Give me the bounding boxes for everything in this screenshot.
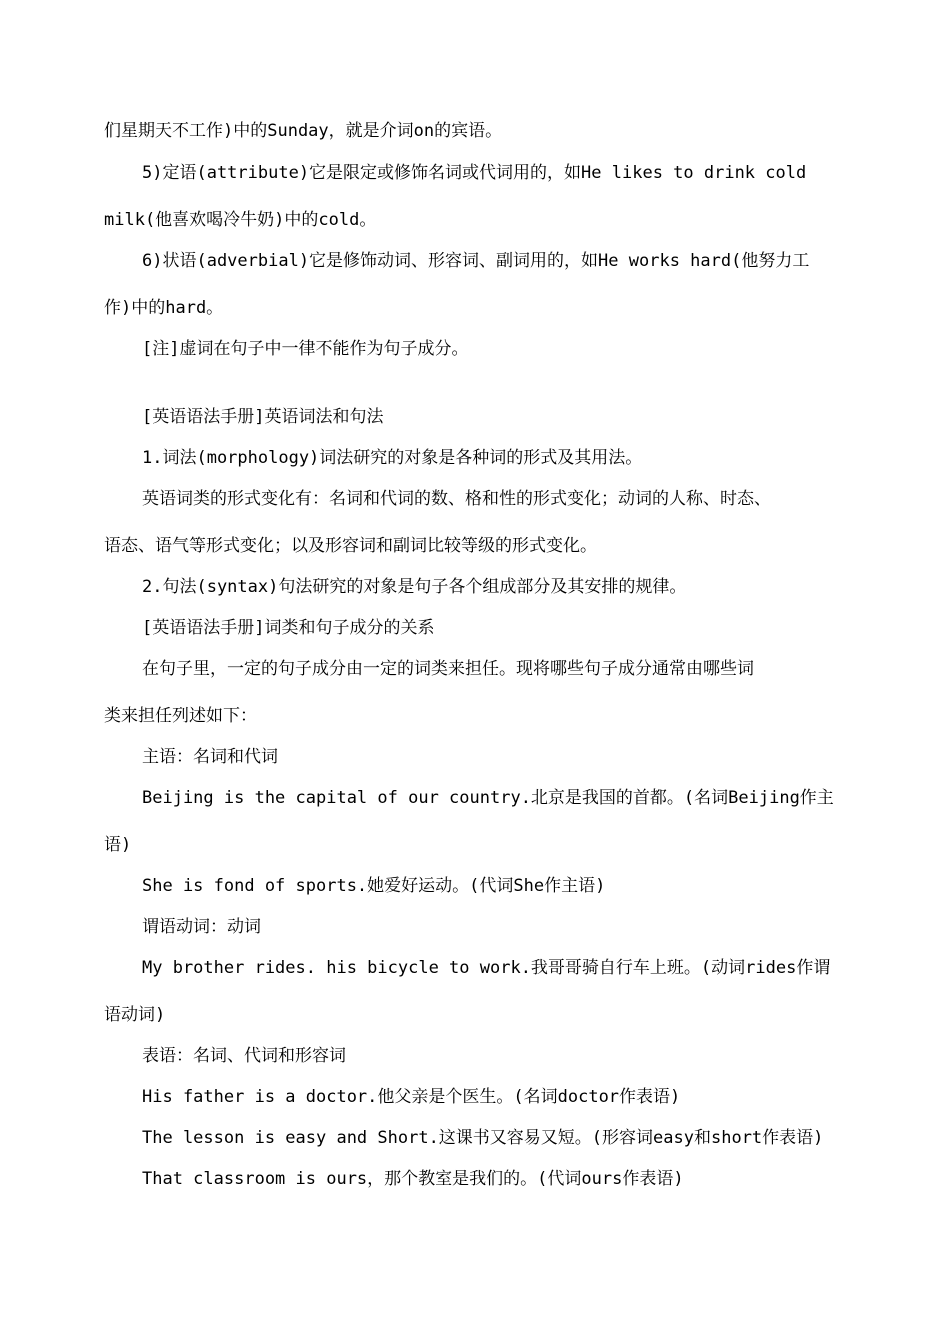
text-line: 语态、语气等形式变化；以及形容词和副词比较等级的形式变化。 <box>104 536 597 556</box>
text-line: 主语：名词和代词 <box>142 747 278 767</box>
text-line: 6)状语(adverbial)它是修饰动词、形容词、副词用的，如He works hard(他努力工 <box>142 251 810 271</box>
text-line: 1.词法(morphology)词法研究的对象是各种词的形式及其用法。 <box>142 448 643 468</box>
text-line: 在句子里，一定的句子成分由一定的词类来担任。现将哪些句子成分通常由哪些词 <box>142 659 754 679</box>
example-line: She is fond of sports.她爱好运动。(代词She作主语) <box>142 876 606 896</box>
example-line: His father is a doctor.他父亲是个医生。(名词doctor作表语) <box>142 1087 681 1107</box>
text-line: 表语：名词、代词和形容词 <box>142 1046 346 1066</box>
example-line: 语) <box>104 835 132 855</box>
example-line: 语动词) <box>104 1005 166 1025</box>
text-line: 们星期天不工作)中的Sunday，就是介词on的宾语。 <box>104 121 503 141</box>
text-line: 英语词类的形式变化有：名词和代词的数、格和性的形式变化；动词的人称、时态、 <box>142 489 771 509</box>
example-line: The lesson is easy and Short.这课书又容易又短。(形容词easy和short作表语) <box>142 1128 824 1148</box>
text-line: [注]虚词在句子中一律不能作为句子成分。 <box>142 339 469 359</box>
text-line: 5)定语(attribute)它是限定或修饰名词或代词用的，如He likes to drink cold <box>142 163 807 183</box>
text-line: milk(他喜欢喝冷牛奶)中的cold。 <box>104 210 377 230</box>
text-line: 2.句法(syntax)句法研究的对象是句子各个组成部分及其安排的规律。 <box>142 577 687 597</box>
text-line: 作)中的hard。 <box>104 298 224 318</box>
text-line: 谓语动词：动词 <box>142 917 261 937</box>
section-heading: [英语语法手册]词类和句子成分的关系 <box>142 618 435 638</box>
section-heading: [英语语法手册]英语词法和句法 <box>142 407 384 427</box>
example-line: Beijing is the capital of our country.北京是我国的首都。(名词Beijing作主 <box>142 788 834 808</box>
example-line: That classroom is ours，那个教室是我们的。(代词ours作表语) <box>142 1169 684 1189</box>
example-line: My brother rides. his bicycle to work.我哥哥骑自行车上班。(动词rides作谓 <box>142 958 831 978</box>
text-line: 类来担任列述如下： <box>104 706 257 726</box>
